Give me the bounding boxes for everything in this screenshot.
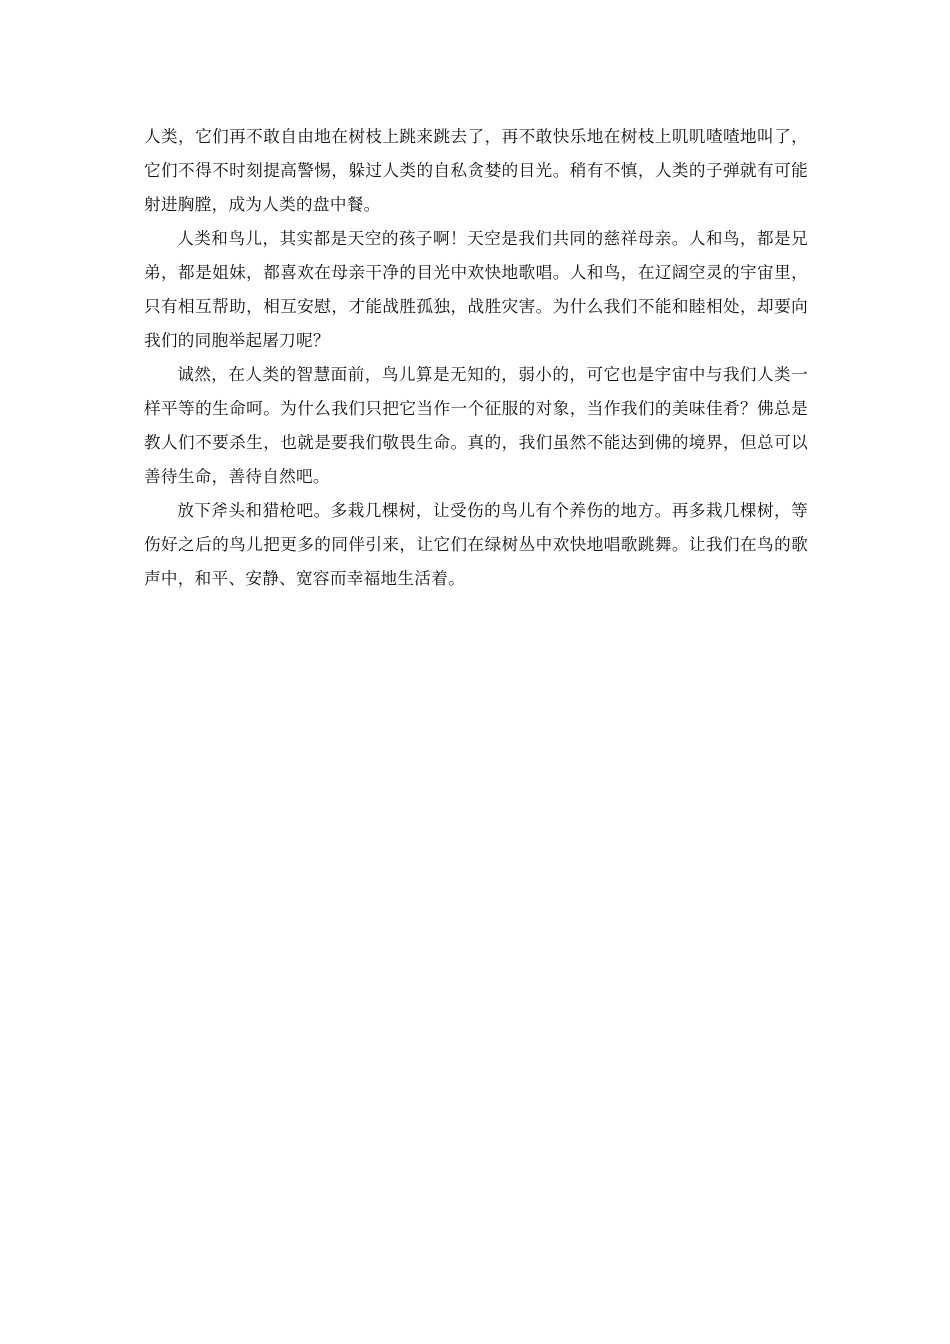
paragraph-sky-children: 人类和鸟儿，其实都是天空的孩子啊！天空是我们共同的慈祥母亲。人和鸟，都是兄弟，都是姐妹，都喜欢在母亲干净的目光中欢快地歌唱。人和鸟，在辽阔空灵的宇宙里，只有相互帮助，相互安慰，才能战胜孤独，战胜灾害。为什么我们不能和睦相处，却要向我们的同胞举起屠刀呢？ [144,229,808,350]
paragraph-equal-life: 诚然，在人类的智慧面前，鸟儿算是无知的，弱小的，可它也是宇宙中与我们人类一样平等的生命呵。为什么我们只把它当作一个征服的对象，当作我们的美味佳肴？佛总是教人们不要杀生，也就是要我们敬畏生命。真的，我们虽然不能达到佛的境界，但总可以善待生命，善待自然吧。 [144,365,808,486]
body-text [144,120,808,596]
paragraph-plant-trees: 放下斧头和猎枪吧。多栽几棵树，让受伤的鸟儿有个养伤的地方。再多栽几棵树，等伤好之后的鸟儿把更多的同伴引来，让它们在绿树丛中欢快地唱歌跳舞。让我们在鸟的歌声中，和平、安静、宽容而幸福地生活着。 [144,501,808,588]
paragraph-continuation: 人类，它们再不敢自由地在树枝上跳来跳去了，再不敢快乐地在树枝上叽叽喳喳地叫了，它们不得不时刻提高警惕，躲过人类的自私贪婪的目光。稍有不慎，人类的子弹就有可能射进胸膛，成为人类的盘中餐。 [144,127,808,214]
